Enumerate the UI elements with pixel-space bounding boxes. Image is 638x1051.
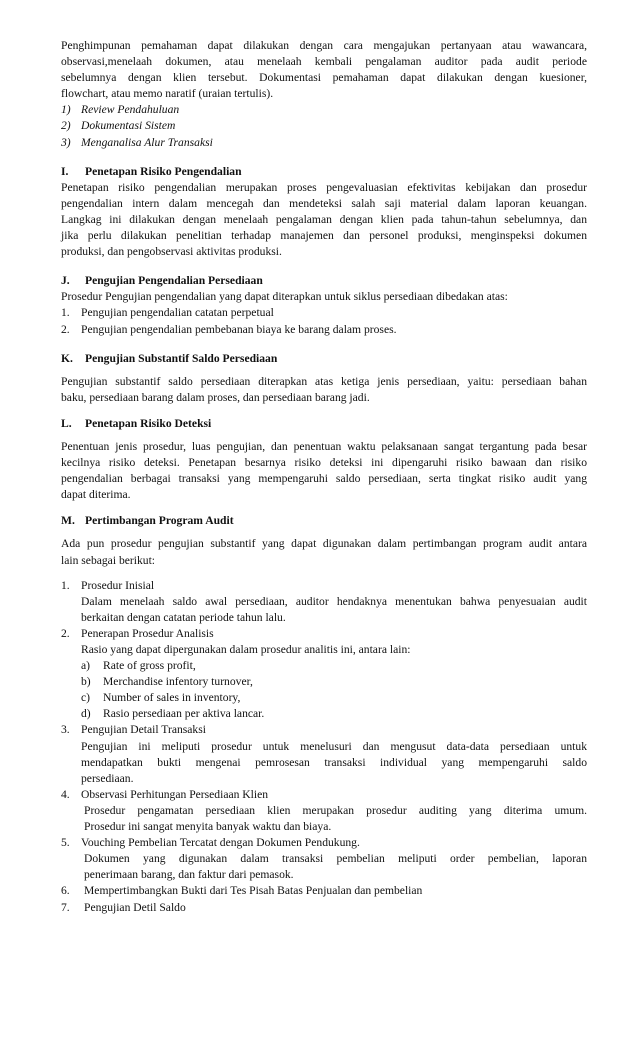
list-item-body: [81, 803, 587, 835]
intro-line: observasi,menelaah dokumen, atau menelaah kembali pengalaman auditor pada audit periode: [61, 55, 587, 69]
list-text: Dokumentasi Sistem: [81, 119, 176, 133]
intro-line: sebelumnya dengan klien tersebut. Dokumentasi pemahaman dapat dilakukan dengan kuesioner,: [61, 71, 587, 85]
list-number: 5.: [61, 836, 70, 850]
paragraph-line: Pengujian ini meliputi prosedur untuk menelusuri dan mengusut data-data persediaan untuk: [81, 739, 587, 753]
section-heading-m: [61, 513, 587, 529]
sub-list-item: [81, 658, 587, 674]
section-title: Pengujian Pengendalian Persediaan: [85, 274, 263, 288]
list-number: 1.: [61, 578, 70, 592]
paragraph-line: mendapatkan bukti mengenai pemrosesan transaksi individual yang mempengaruhi saldo: [81, 755, 587, 769]
paragraph-line: pengendalian berbagai transaksi yang mempengaruhi saldo persediaan, serta tingkat risiko audit yang: [61, 472, 587, 486]
list-number: 1): [61, 103, 71, 117]
list-text: Number of sales in inventory,: [103, 691, 241, 705]
list-item: [61, 135, 587, 151]
list-text: Review Pendahuluan: [81, 103, 180, 117]
section-label: M.: [61, 514, 75, 528]
list-text: Pengujian pengendalian catatan perpetual: [81, 306, 274, 320]
paragraph-line: pengendalian intern dalam mencegah dan mendeteksi salah saji material dalam laporan keuangan.: [61, 196, 587, 210]
list-item: [61, 835, 587, 851]
section-title: Pengujian Substantif Saldo Persediaan: [85, 351, 278, 365]
list-letter: d): [81, 707, 91, 721]
paragraph-line: baku, persediaan barang dalam proses, dan persediaan barang jadi.: [61, 390, 370, 404]
section-title: Penetapan Risiko Deteksi: [85, 416, 212, 430]
list-item-body: [81, 851, 587, 883]
intro-list: [61, 102, 587, 150]
paragraph-line: kecilnya risiko deteksi. Penetapan besarnya risiko deteksi ini dipengaruhi risiko bawaan dan risiko: [61, 456, 587, 470]
section-label: K.: [61, 351, 73, 365]
section-k-paragraph: [61, 374, 587, 406]
list-letter: b): [81, 675, 91, 689]
section-m-list: [61, 578, 587, 916]
list-text: Menganalisa Alur Transaksi: [81, 135, 213, 149]
list-item: [61, 626, 587, 642]
list-text: Pengujian pengendalian pembebanan biaya ke barang dalam proses.: [81, 322, 397, 336]
section-heading-l: [61, 416, 587, 432]
paragraph-line: lain sebagai berikut:: [61, 553, 156, 567]
sub-list-item: [81, 674, 587, 690]
section-l-paragraph: [61, 439, 587, 503]
section-title: Pertimbangan Program Audit: [85, 514, 234, 528]
ratio-list: [81, 658, 587, 722]
list-title: Vouching Pembelian Tercatat dengan Dokumen Pendukung.: [81, 836, 360, 850]
list-item: [61, 883, 587, 899]
paragraph-line: berkaitan dengan catatan periode tahun lalu.: [81, 610, 286, 624]
list-number: 2): [61, 119, 71, 133]
section-heading-k: [61, 351, 587, 367]
list-item: [61, 102, 587, 118]
paragraph-line: Penetapan risiko pengendalian merupakan proses pengevaluasian efektivitas kebijakan dan prosedur: [61, 180, 587, 194]
intro-paragraph: [61, 38, 587, 102]
list-title: Mempertimbangkan Bukti dari Tes Pisah Batas Penjualan dan pembelian: [84, 884, 423, 898]
list-item: [61, 722, 587, 738]
section-heading-j: [61, 273, 587, 289]
paragraph-line: Penentuan jenis prosedur, luas pengujian, dan penentuan waktu pelaksanaan sangat tergantung pada besar: [61, 439, 587, 453]
paragraph-line: produksi, dan pengobservasi aktivitas produksi.: [61, 245, 282, 259]
list-text: Rasio persediaan per aktiva lancar.: [103, 707, 265, 721]
list-title: Pengujian Detil Saldo: [84, 900, 186, 914]
list-number: 4.: [61, 787, 70, 801]
paragraph-line: persediaan.: [81, 771, 134, 785]
list-item: [61, 578, 587, 594]
list-item-body: [81, 739, 587, 787]
paragraph-line: dapat diterima.: [61, 488, 131, 502]
paragraph-line: jika perlu dilakukan penelitian terhadap manajemen dan personel produksi, menginspeksi dokumen: [61, 229, 587, 243]
list-item: [61, 900, 587, 916]
section-j-list: [61, 305, 587, 337]
list-number: 6.: [61, 884, 70, 898]
paragraph-line: Pengujian substantif saldo persediaan diterapkan atas ketiga jenis persediaan, yaitu: persediaan bahan: [61, 374, 587, 388]
sub-list-item: [81, 690, 587, 706]
list-item: [61, 305, 587, 321]
paragraph-line: Prosedur ini sangat menyita banyak waktu dan biaya.: [84, 820, 332, 834]
intro-line: Penghimpunan pemahaman dapat dilakukan dengan cara mengajukan pertanyaan atau wawancara,: [61, 39, 587, 52]
sub-list-item: [81, 706, 587, 722]
list-item: [61, 118, 587, 134]
list-text: Merchandise infentory turnover,: [103, 675, 253, 689]
list-number: 2.: [61, 322, 70, 336]
list-item: [61, 322, 587, 338]
section-heading-i: [61, 164, 587, 180]
list-number: 1.: [61, 306, 70, 320]
list-item-body: [81, 594, 587, 626]
paragraph-line: penerimaan barang, dan faktur dari pemasok.: [84, 868, 294, 882]
paragraph-line: Langkag ini dilakukan dengan menelaah pengalaman dengan klien pada tahun-tahun sebelumnya, dan: [61, 212, 587, 226]
section-j-intro: Prosedur Pengujian pengendalian yang dapat diterapkan untuk siklus persediaan dibedakan atas:: [61, 290, 508, 304]
section-label: I.: [61, 164, 69, 178]
document-page: [61, 38, 587, 916]
list-title: Penerapan Prosedur Analisis: [81, 626, 214, 640]
list-letter: a): [81, 659, 91, 673]
list-number: 7.: [61, 900, 70, 914]
paragraph-line: Prosedur pengamatan persediaan klien merupakan prosedur auditing yang diterima umum.: [84, 803, 587, 817]
paragraph-line: Dalam menelaah saldo awal persediaan, auditor hendaknya menentukan bahwa penyesuaian audit: [81, 594, 587, 608]
section-label: J.: [61, 274, 70, 288]
list-title: Observasi Perhitungan Persediaan Klien: [81, 787, 269, 801]
list-letter: c): [81, 691, 91, 705]
section-i-paragraph: [61, 180, 587, 260]
list-number: 3.: [61, 723, 70, 737]
intro-line: flowchart, atau memo naratif (uraian tertulis).: [61, 87, 274, 101]
list-item: [61, 787, 587, 803]
list-item-body: [81, 642, 587, 722]
list-number: 2.: [61, 626, 70, 640]
paragraph-line: Ada pun prosedur pengujian substantif yang dapat digunakan dalam pertimbangan program audit antara: [61, 537, 587, 551]
section-label: L.: [61, 416, 72, 430]
list-title: Pengujian Detail Transaksi: [81, 723, 206, 737]
paragraph-line: Dokumen yang digunakan dalam transaksi pembelian meliputi order pembelian, laporan: [84, 852, 587, 866]
section-m-paragraph: [61, 536, 587, 568]
paragraph-line: Rasio yang dapat dipergunakan dalam prosedur analitis ini, antara lain:: [81, 643, 411, 656]
section-title: Penetapan Risiko Pengendalian: [85, 164, 242, 178]
list-text: Rate of gross profit,: [103, 659, 196, 673]
list-title: Prosedur Inisial: [81, 578, 155, 592]
list-number: 3): [61, 135, 71, 149]
